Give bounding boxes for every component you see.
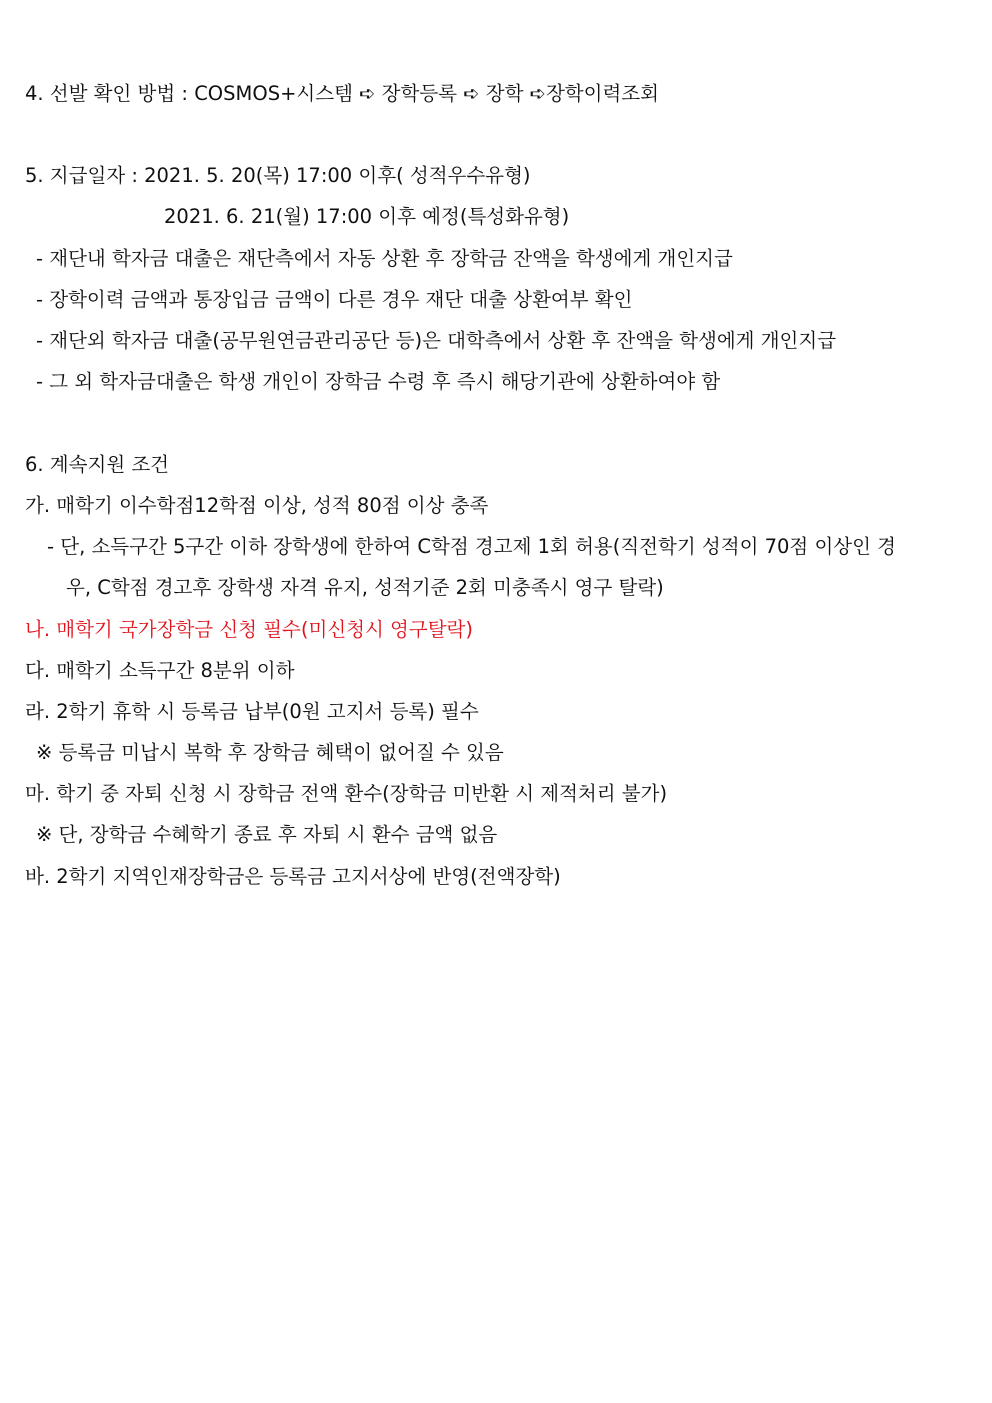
condition-na-highlight: 나. 매학기 국가장학금 신청 필수(미신청시 영구탈락) bbox=[25, 618, 473, 641]
payment-date-second: 2021. 6. 21(월) 17:00 이후 예정(특성화유형) bbox=[164, 205, 570, 228]
condition-ba: 바. 2학기 지역인재장학금은 등록금 고지서상에 반영(전액장학) bbox=[25, 865, 561, 888]
payment-note: - 재단내 학자금 대출은 재단측에서 자동 상환 후 장학금 잔액을 학생에게 개인지급 bbox=[36, 247, 733, 270]
condition-ga-note-continued: 우, C학점 경고후 장학생 자격 유지, 성적기준 2회 미충족시 영구 탈락) bbox=[66, 576, 664, 599]
selection-check-method: 4. 선발 확인 방법 : COSMOS+시스템 ➪ 장학등록 ➪ 장학 ➪장학이력조회 bbox=[25, 82, 659, 105]
payment-note: - 그 외 학자금대출은 학생 개인이 장학금 수령 후 즉시 해당기관에 상환하여야 함 bbox=[36, 370, 721, 393]
condition-ma: 마. 학기 중 자퇴 신청 시 장학금 전액 환수(장학금 미반환 시 제적처리 불가) bbox=[25, 782, 668, 805]
condition-ma-note: ※ 단, 장학금 수혜학기 종료 후 자퇴 시 환수 금액 없음 bbox=[36, 823, 498, 846]
payment-note: - 재단외 학자금 대출(공무원연금관리공단 등)은 대학측에서 상환 후 잔액을 학생에게 개인지급 bbox=[36, 329, 837, 352]
condition-ra: 라. 2학기 휴학 시 등록금 납부(0원 고지서 등록) 필수 bbox=[25, 700, 479, 723]
condition-ga: 가. 매학기 이수학점12학점 이상, 성적 80점 이상 충족 bbox=[25, 494, 489, 517]
payment-date-heading: 5. 지급일자 : 2021. 5. 20(목) 17:00 이후( 성적우수유형) bbox=[25, 164, 531, 187]
condition-da: 다. 매학기 소득구간 8분위 이하 bbox=[25, 659, 295, 682]
payment-note: - 장학이력 금액과 통장입금 금액이 다른 경우 재단 대출 상환여부 확인 bbox=[36, 288, 633, 311]
condition-ga-note: - 단, 소득구간 5구간 이하 장학생에 한하여 C학점 경고제 1회 허용(직전학기 성적이 70점 이상인 경 bbox=[47, 535, 896, 558]
condition-ra-note: ※ 등록금 미납시 복학 후 장학금 혜택이 없어질 수 있음 bbox=[36, 741, 504, 764]
continued-support-heading: 6. 계속지원 조건 bbox=[25, 453, 170, 476]
